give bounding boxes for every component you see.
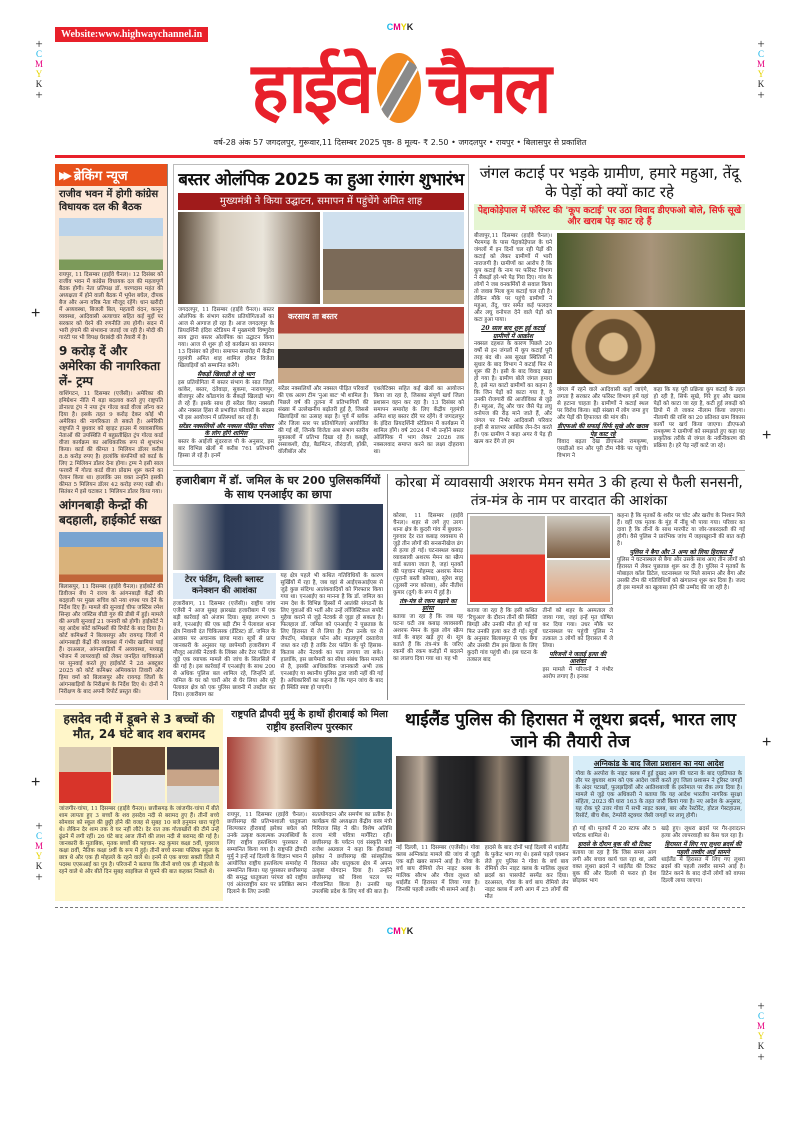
story-body: बिलासपुर, 11 दिसम्बर (हाईवे चैनल)। हाईकोर्ट की डिवीजन बेंच ने राज्य के आंगनबाड़ी केंद्रों की बदहाली पर मुख्य सचिव को नया शपथ पत्र देने के निर्देश दिए हैं। मामले की सुनवाई चीफ जस्टिस रमेश सिन्हा और जस्टिस बीडी गुरु की डीबी में हुई। मामले की अगली सुनवाई 21 जनवरी को होगी। हाईकोर्ट ने यह आदेश कोर्ट कमिश्नरों की रिपोर्ट के बाद दिया है। कोर्ट कमिश्नरों ने बिलासपुर और रायगढ़ जिलों में आंगनबाड़ी केंद्रों की व्यवस्था में गंभीर खामियां पाई हैं। दरअसल, आंगनबाड़ियों में अव्यवस्था, मध्याह्न भोजन में लापरवाही को लेकर जनहित याचिकाओं पर सुनवाई करते हुए हाईकोर्ट ने 28 अक्टूबर 2025 को कोर्ट कमिश्नर अमियकांत तिवारी और हिमा वर्मा को बिलासपुर और रायगढ़ जिलों के आंगनबाड़ियों के निरीक्षण के निर्देश दिए थे। दोनों ने निरीक्षण के बाद अपनी रिपोर्ट प्रस्तुत की। (59, 584, 163, 695)
story-headline[interactable]: 9 करोड़ दें और अमेरिका की नागरिकता लें- ट्रम्प (59, 344, 161, 388)
korba-col4: कहना है कि मृतकों के शरीर पर चोट और खरोंच के निशान मिले हैं। वहीं एक मृतक के मुंह में नींबू भी पाया गया। परिवार का दावा है कि तीनों के साथ मारपीट या जोर-जबरदस्ती की गई होगी। वैसे पुलिस ने प्रारंभिक जांच में जहरखुरानी की बात कही है। पुलिस ने बैगा और 3 अन्य को लिया हिरासत में पुलिस ने घटनास्थल से बैगा और उसके साथ आए तीन लोगों को हिरासत में लेकर पूछताछ शुरू कर दी है। पुलिस ने मृतकों के मोबाइल कॉल डिटेल, घटनास्थल पर मिले सामान और बैगा और उसकी टीम की गतिविधियों को खंगालना शुरू कर दिया है। जल्द ही इस मामले का खुलासा होने की उम्मीद की जा रही है। (617, 512, 745, 592)
highway-road-icon (377, 53, 421, 123)
korba-photos (467, 513, 613, 605)
story-headline[interactable]: बस्तर ओलंपिक 2025 का हुआ रंगारंग शुभारंभ (178, 170, 464, 190)
cmyk-mark-top: CMYK (386, 22, 414, 32)
story-subheading: डीएफओ की सफाई सिर्फ सूखे और खराब पेड़ काट रहे (557, 423, 649, 438)
masthead-left: हाईवे (251, 47, 371, 129)
crosshair-mark: + (762, 734, 772, 751)
highcourt-photo (59, 532, 163, 582)
website-link[interactable]: Website:www.highwaychannel.in (55, 27, 208, 42)
cut-logs-photo (557, 310, 745, 384)
goa-order-body: गोवा के अरपोरा के नाइट क्लब में हुई दुखद आग की घटना के बाद एहतियात के तौर पर बुधवार शाम को एक आदेश जारी करते हुए जिला प्रशासन ने टूरिस्ट जगहों के अंदर पटाखों, फुलझड़ियों और आतिशबाजी के इस्तेमाल पर रोक लगा दिया है। मामले से जुड़े एक अधिकारी ने बताया कि यह आदेश भारतीय नागरिक सुरक्षा संहिता, 2023 की धारा 163 के तहत जारी किया गया है। नए आदेश के अनुसार, यह रोक पूरे उत्तर गोवा में सभी नाइट क्लब, बार और रेस्टोरेंट, होटल गेस्टहाउस, रिसॉर्ट, बीच शैक, टेम्परेरी स्ट्रक्चर जैसी जगहों पर लागू होगी। (575, 771, 742, 819)
story-body: वाशिंगटन, 11 दिसम्बर (एजेंसी)। अमेरिका की इमिग्रेशन नीति में बड़ा बदलाव करते हुए राष्ट्रपति डोनाल्ड ट्रंप ने नया ट्रंप गोल्ड कार्ड वीजा लॉन्च कर दिया है। इसके तहत 9 करोड़ देकर कोई भी अमेरिका की नागरिकता ले सकते है। अमेरिकी राष्ट्रपति ने बुधवार को व्हाइट हाउस में व्यावसायिक नेताओं की उपस्थिति में बहुप्रतीक्षित ट्रंप गोल्ड कार्ड वीजा कार्यक्रम का आधिकारिक रूप से शुभारंभ किया। कार्ड की कीमत 1 मिलियन डॉलर करीब 8.8 करोड़ रुपए है। हालांकि कंपनियों को कार्ड के लिए 2 मिलियन डॉलर देना होगा। ट्रम्प ने इसी साल फरवरी में गोल्ड कार्ड वीजा प्रोग्राम शुरू करने का ऐलान किया था। हालांकि उस वक्त उन्होंने इसकी कीमत 5 मिलियन डॉलर 42 करोड़ रुपए रखी थी। सितंबर में इसे घटाकर 1 मिलियन डॉलर किया गया। (59, 391, 163, 495)
thailand-col1: नई दिल्ली, 11 दिसम्बर (एजेंसी)। गोवा क्लब अग्निकांड मामले की जांच से जुड़ी एक बड़ी खबर सामने आई है। गोवा के बर्च बाय रोमियो लेन नाइट क्लब के मालिक सौरभ और गौरव लूथरा को थाईलैंड में हिरासत में लिया गया है। जिनकी पहली तस्वीर भी सामने आई है। (396, 845, 480, 893)
crosshair-mark: + (762, 427, 772, 444)
story-body: जांजगीर-चांपा, 11 दिसम्बर (हाईवे चैनल)। छत्तीसगढ़ के जांजगीर-चांपा में बीते शाम लापता हुए 3 बच्चों के शव हसदेव नदी से बरामद हुए हैं। तीनों बच्चे सोमवार को स्कूल की छुट्टी होने की वजह से सुबह 10 बजे हनुमान धारा पहुंचे थे। लेकिन देर शाम तक वे घर नहीं लौटे। देर रात तक गोताखोरों की टीमें उन्हें ढूंढने में लगी रहीं। 26 घंटे बाद आज तीनों की लाश नदी से बरामद की गई है। जानकारी के मुताबिक, मृतक बच्चों की पहचान- रुद्र कुमार कक्षा 5वीं, युवराज कक्षा 8वीं, नैतिक कक्षा 9वीं के रूप में हुई। तीनों बच्चे सनबा पब्लिक स्कूल के छात्र थे और एक ही मोहल्ले के रहने वाले थे। इनमें से एक बच्चा सक्ती जिले में पदस्थ एएसआई का पुत्र है। परिजनों ने बताया कि तीनों बच्चे एक ही मोहल्ले के रहने वाले थे और बीते दिन सुबह साइकिल से घूमने की बात कहकर निकले थे। (59, 806, 219, 875)
murmu-story (227, 709, 392, 901)
hazaribagh-col1: टेरर फंडिंग, दिल्ली ब्लास्ट कनेक्शन की आशंका हजारीबाग, 11 दिसम्बर (एजेंसी)। राष्ट्रीय जांच एजेंसी ने आज सुबह झारखंड हजारीबाग में एक बड़ी कार्रवाई को अंजाम दिया। सुबह लगभग 5 बजे, एनआईए की एक बड़ी टीम ने पेलावल थाना क्षेत्र निवासी दंत चिकित्सक (डेंटिस्ट) डॉ. जमिल के आवास पर अचानक छापा मारा। सूत्रों से प्राप्त जानकारी के अनुसार यह छापेमारी हजारीबाग में मौजूद आतंकी नेटवर्क के लिंक्स और टेरर फंडिंग से जुड़े एक व्यापक मामले की जांच के सिलसिले में की गई है। इस कार्रवाई में एनआईए के साथ 200 से अधिक पुलिस बल शामिल रहे, जिन्होंने डॉ. जमिल के घर को चारों ओर से घेर लिया और पूरे पेलावल क्षेत्र को एक पुलिस छावनी में तब्दील कर दिया। हजारीबाग का (173, 574, 276, 698)
nia-raid-photo (173, 504, 383, 570)
story-subheading: सैकड़ों खिलाड़ी ले रहे भाग (197, 371, 255, 378)
story-subheading: पुलिस ने बैगा और 3 अन्य को लिया हिरासत में (629, 548, 733, 556)
murmu-headline[interactable]: राष्ट्रपति द्रौपदी मुर्मु के हाथों हीराबाई को मिला राष्ट्रीय हस्तशिल्प पुरस्कार (231, 709, 388, 733)
masthead-logo (55, 42, 745, 134)
middle-section (173, 470, 745, 700)
korba-col2: बताया जा रहा है कि इसी कथित 'रिचुअल' के दौरान तीनों की स्थिति बिगड़ी और उनकी मौत हो गई या फिर उनकी हत्या कर दी गई। सूत्रों के अनुसार बिलासपुर से एक बैगा और उसकी टीम इस क्रिया के लिए कुदरी गांव पहुंची थी। इस घटना के तत्काल बाद (467, 607, 538, 663)
thailand-col2: हादसे के बाद दोनों भाई दिल्ली से थाईलैंड के फुकेट भाग गए थे। इससे पहले एक्शन लेते हुए पुलिस ने गोवा के बर्च बाय रोमियो लेन नाइट क्लब के मालिक लूथरा ब्रदर्स का पासपोर्ट सस्पेंड कर दिया। दरअसल, गोवा के बर्च बाय रोमियो लेन नाइट क्लब में लगी आग में 25 लोगों की मौत (484, 845, 569, 900)
thailand-headline[interactable]: थाईलैंड पुलिस की हिरासत में लूथरा ब्रदर्स, भारत लाए जाने की तैयारी तेज (404, 710, 736, 752)
jungle-col3: कहा कि यह पूरी प्रक्रिया कूप कटाई के तहत हो रही है, सिर्फ सूखे, गिरे हुए और खराब पेड़ों को काटा जा रहा है, कटी हुई लकड़ी को डिपो में ले जाकर नीलाम किया जाएगा। नीलामी की राशि का 20 प्रतिशत ग्राम विकास कार्यों पर खर्च किया जाएगा। डीएफओ रामकृष्ण ने ग्रामीणों को समझाते हुए कहा यह प्राकृतिक तरीके से जंगल के नवीनीकरण की प्रक्रिया है। हरे पेड़ नहीं काटे जा रहे। (653, 387, 745, 449)
story-subheading: तंत्र-मंत्र से रकम बढ़ाने का झांसा (399, 597, 457, 613)
jungle-story-headline[interactable]: जंगल कटाई पर भड़के ग्रामीण, हमारे महुआ, तेंदू के पेड़ों को क्यों काट रहे (479, 164, 740, 201)
stage-banner-text: करसाय ता बस्तर (288, 312, 338, 321)
bastar-olympic-story (173, 164, 469, 466)
bastar-col2: सरेंडर नक्सलियों और नक्सल पीड़ित परिवारों की एक अलग टीम 'नुआ बाट' भी शामिल है। पिछले वर्ष की तुलना में प्रतिभागियों की संख्या में उल्लेखनीय बढ़ोतरी हुई है, जिससे खिलाड़ियों का उत्साह बढ़ा है। पूर्व में ब्लॉक और जिला स्तर पर प्रतियोगिताएं आयोजित की गई थीं, जिनके विजेता अब संभाग स्तरीय मुकाबलों में प्रतिभा दिखा रहे हैं। कबड्डी, रस्साकशी, दौड़, बैडमिंटन, तीरंदाजी, हॉकी, वॉलीबॉल और (278, 386, 369, 455)
crosshair-mark: + (31, 774, 41, 791)
header-rule (55, 155, 745, 158)
story-headline[interactable]: हसदेव नदी में डूबने से 3 बच्चों की मौत, 24 घंटे बाद शव बरामद (63, 712, 215, 741)
thailand-story (396, 709, 745, 901)
jungle-story-subhead: पेद्दाकोड़ेपाल में फॉरेस्ट की 'कूप कटाई' पर उठा विवाद डीएफओ बोले, सिर्फ सूखे और खराब पेड़ काट रहे हैं (474, 204, 745, 230)
korba-col1: कोरबा, 11 दिसम्बर (हाईवे चैनल)। शहर से लगे हुए उरगा थाना क्षेत्र के कुदरी गांव में बुधवार-गुरुवार देर रात कबाड़ व्यवसाय से जुड़े तीन लोगों की सनसनीखेज ढंग से हत्या हो गई। घटनास्थल कबाड़ व्यावसायी अशरफ मेमन का स्क्रैप यार्ड बताया जाता है, जहां मृतकों की पहचान मोहम्मद अशरफ मेमन (पुरानी बस्ती कोरबा), सुरेश साहू (तुलसी नगर कोरबा), और नीतीश कुमार (दुर्ग) के रूप में हुई है। तंत्र-मंत्र से रकम बढ़ाने का झांसा बताया जा रहा है कि जब यह घटना घटी तब कबाड़ व्यावसायी अशरफ मेमन के कुछ लोग स्क्रैप यार्ड के बाहर खड़े हुए थे। सूत्र बताते हैं कि तंत्र-मंत्र के जरिए रकमों की रकम करोड़ों में बदलने का लालच दिया गया था। यह भी (393, 512, 463, 662)
child-photo (167, 747, 219, 803)
hazaribagh-headline[interactable]: हजारीबाग में डॉ. जमिल के घर 200 पुलिसकर्मियों के साथ एनआईए का छापा (175, 473, 381, 501)
murmu-col1: रायपुर, 11 दिसम्बर (हाईवे चैनल)। छत्तीसगढ़ की प्रतिभाशाली धातुकला शिल्पकार हीराबाई झरेका बघेल को उनके उत्कृष्ट कलात्मक उपलब्धियों के लिए राष्ट्रीय हस्तशिल्प पुरस्कार से सम्मानित किया गया है। राष्ट्रपति द्रौपदी मुर्मु ने इन्हें नई दिल्ली के विज्ञान भवन में आयोजित राष्ट्रीय हस्तशिल्प समारोह में सम्मानित किया। यह पुरस्कार छत्तीसगढ़ की समृद्ध धातुकला परंपरा को राष्ट्रीय एवं अंतरराष्ट्रीय स्तर पर प्रतिष्ठित स्थान दिलाने के लिए उनकी (227, 812, 307, 895)
rajiv-bhawan-photo (59, 218, 163, 270)
olympic-stage-photo (278, 307, 464, 383)
thailand-col3: हो गई थी। मृतकों में 20 स्टाफ और 5 पर्यटक शामिल थे। हादसे के दौरान बुक की थी टिकट बताया जा रहा है कि जिस समय आग लगी और बचाव कार्य चल रहा था, उसी वक्त लूथरा ब्रदर्स ने थाईलैंड की टिकट बुक की और दिल्ली से फरार हो देश छोड़कर भाग (572, 826, 657, 884)
korba-col3: तीनों को शहर के अस्पताल ले जाया गया, जहां इन्हें मृत घोषित कर दिया गया। उधर मौके पर घटनास्थल पर पहुंची पुलिस ने तत्काल 3 लोगों को हिरासत में ले लिया। परिजनों ने जताई हत्या की आशंका इस मामले में परिजनों ने गंभीर आरोप लगाए हैं। इनका (542, 607, 613, 680)
top-section (55, 164, 745, 700)
goa-order-box (573, 756, 746, 823)
korba-headline[interactable]: कोरबा में व्यावसायी अशरफ मेमन समेत 3 की हत्या से फैली सनसनी, तंत्र-मंत्र के नाम पर वारदात की आशंका (395, 474, 743, 509)
award-ceremony-photo (227, 737, 392, 809)
masthead-right: चैनल (426, 47, 549, 129)
registration-mark-right-bottom: + C M Y K + (756, 998, 765, 1064)
bottom-section (55, 709, 745, 901)
breaking-news-header (55, 164, 167, 186)
jungle-col1: बीजापुर,11 दिसम्बर (हाईवे चैनल)। भैरमगढ़ के पास पेद्दाकोड़ेपाल के घने जंगलों में इन दिनों चल रही पेड़ों की कटाई को लेकर ग्रामीणों में भारी नाराजगी है। ग्रामीणों का आरोप है कि कूप कटाई के नाम पर फॉरेस्ट विभाग ने सैकड़ों हरे-भरे पेड़ गिरा दिए। गांव के लोगों ने जब वनकर्मियों से सवाल किया तो जवाब मिला कूप कटाई चल रही है। लेकिन मौके पर पहुंचे ग्रामीणों ने महुआ, तेंदू, चार समेत कई फलदार और लघु वनोपज देने वाले पेड़ों को कटा हुआ पाया। 20 साल बाद शुरू हुई कटाई ग्रामीणों में आक्रोश नक्सल दहशत के कारण पिछले 20 वर्षों से इन जंगलों में कूप कटाई पूरी तरह बंद थी। अब सुरक्षा स्थितियों में सुधार के बाद विभाग ने कटाई फिर से शुरू की है। इसी के बाद विवाद खड़ा हो गया है। ग्रामीण बोले जंगल हमारा है, इसे मत काटो ग्रामीणों का कहना है कि जिन पेड़ों को काटा गया है, वे उनकी रोजगारी की आजीविका से जुड़े हैं। महुआ, तेंदू और चार जैसे पेड़ लघु वनोपज की रीढ़ माने जाते हैं, और जंगल पर निर्भर आदिवासी परिवार इन्हीं से सालभर आर्थिक लेन-देन करते हैं। एक ग्रामीण ने कहा अगर ये पेड़ ही खत्म कर देंगे तो हम (474, 233, 552, 445)
villagers-photo (557, 233, 745, 307)
crosshair-mark: + (31, 305, 41, 322)
murmu-col2: सतत्योगदान और समर्पण का प्रतीक है। कार्यक्रम की अध्यक्षता केंद्रीय वस्त्र मंत्री गिरिराज सिंह ने की। विशेष अतिथि राज्य मंत्री पवित्रा मार्गेरिटा रहीं। छत्तीसगढ़ के पर्यटन एवं संस्कृति मंत्री राजेश अग्रवाल ने कहा कि हीराबाई झरेका ने छत्तीसगढ़ की सांस्कृतिक विरासत और धातुकला क्षेत्र में अपना उत्कृष्ट योगदान दिया है। उन्होंने छत्तीसगढ़ को विश्व पटल पर गौरवान्वित किया है। उनकी यह उपलब्धि प्रदेश के लिए गर्व की बात है। (312, 812, 392, 895)
child-photo (113, 747, 165, 803)
cm-welcome-photo (178, 212, 320, 304)
airport-welcome-photo (323, 212, 465, 304)
korba-story (393, 474, 745, 700)
hazaribagh-story (173, 474, 388, 700)
breaking-news-label: ब्रेकिंग न्यूज (73, 169, 128, 184)
story-headline[interactable]: राजीव भवन में होगी कांग्रेस विधायक दल की बैठक (59, 189, 159, 213)
story-headline[interactable]: आंगनबाड़ी केन्द्रों की बदहाली, हाईकोर्ट सख्त (59, 498, 162, 527)
story-subheading: हादसे के दौरान बुक की थी टिकट (577, 841, 651, 848)
registration-mark-left: + C M Y K + (34, 36, 43, 102)
footer-dashed-rule (55, 907, 745, 908)
story-subhead: टेरर फंडिंग, दिल्ली ब्लास्ट कनेक्शन की आशंका (173, 573, 276, 599)
luthra-brothers-photo (396, 756, 569, 842)
child-photo (59, 747, 111, 803)
hasdev-story (55, 709, 223, 901)
registration-mark-right: + C M Y K + (756, 36, 765, 102)
jungle-col2: जंगल में रहने वाले आदिवासी कहाँ जाएंगे, लगता है सरकार और फॉरेस्ट विभाग हमें यहां से हटाना चाहता है। ग्रामीणों ने कटाई स्थल पर विरोध किया। बड़ी संख्या में लोग जमा हुए और पेड़ों की हिफाजत की मांग की। डीएफओ की सफाई सिर्फ सूखे और खराब पेड़ काट रहे विवाद बढ़ता देख डीएफओ रामकृष्ण, एसडीओ वन और पूरी टीम मौके पर पहुंची। विभाग ने (557, 387, 649, 459)
dateline: वर्ष-28 अंक 57 जगदलपुर, गुरूवार,11 दिसम्बर 2025 पृष्ठ- 8 मूल्य- ₹ 2.50 • जगदलपुर • रायपुर • बिलासपुर से प्रकाशित (213, 138, 587, 147)
victim-photo (547, 516, 610, 558)
thailand-col4: खड़े हुए। लूथरा ब्रदर्स पर गैर-इरादतन हत्या और लापरवाही का केस चल रहा है। हिरासत में लिए गए लूथरा ब्रदर्स की पहली तस्वीर आई सामने थाईलैंड में हिरासत में लिए गए लूथरा ब्रदर्स की पहली तस्वीर सामने आई है। डिटेन करने के बाद दोनों लोगों को वापस दिल्ली लाया जाएगा। (661, 826, 745, 884)
goa-order-headline: अग्निकांड के बाद जिला प्रशासन का नया आदेश (593, 759, 724, 768)
cmyk-mark-bottom: CMYK (386, 926, 414, 936)
victim-photo (470, 516, 545, 602)
story-body: रायपुर, 11 दिसम्बर (हाईवे चैनल)। 12 दिसंबर को राजीव भवन में कांग्रेस विधायक दल की महत्वपूर्ण बैठक होगी। नेता प्रतिपक्ष डॉ. चरणदास महंत की अध्यक्षता में होने वाली बैठक में भूपेश बघेल, दीपक बैज और अन्य वरिष्ठ नेता मौजूद रहेंगे। धान खरीदी में अव्यवस्था, बिजली बिल, महतारी वंदन, कानून व्यवस्था, आदिवासी अत्याचार सहित कई मुद्दों पर सरकार को घेरने की रणनीति तय होगी। सदन में भारी हंगामे की संभावना जताई जा रही है। मोदी की गारंटी पर भी विपक्ष घेराबंदी की तैयारी में है। (59, 272, 163, 341)
story-subhead: मुख्यमंत्री ने किया उद्घाटन, समापन में पहुंचेंगे अमित शाह (178, 193, 464, 210)
story-subheading: 20 साल बाद शुरू हुई कटाई ग्रामीणों में आक्रोश (481, 325, 545, 340)
newspaper-page (55, 22, 745, 908)
registration-mark-left-bottom: + C M Y K + (34, 818, 43, 884)
story-subheading: परिजनों ने जताई हत्या की आशंका (549, 650, 607, 666)
bastar-col1: जगदलपुर, 11 दिसम्बर (हाईवे चैनल)। बस्तर ओलंपिक के संभाग स्तरीय प्रतियोगिताओं का आज से आगाज हो रहा है। आज जगदलपुर के प्रियदर्शिनी इंदिरा स्टेडियम में मुख्यमंत्री विष्णुदेव साय द्वारा बस्तर ओलंपिक का उद्घाटन किया गया। आज से शुरू हो रहे कार्यक्रम का समापन 13 दिसंबर को होगा। समापन समारोह में केंद्रीय गृहमंत्री अमित शाह शामिल होकर विजेता खिलाड़ियों को सम्मानित करेंगे। सैकड़ों खिलाड़ी ले रहे भाग इस प्रतियोगिता में बस्तर संभाग के सात जिलों कांकेर, बस्तर, दंतेवाड़ा, सुकमा, नारायणपुर, बीजापुर और कोंडागांव के सैकड़ों खिलाड़ी भाग ले रहे हैं। इसके साथ ही सरेंडर किए नक्सली और नक्सल हिंसा से प्रभावित परिवारों के सदस्य भी इस आयोजन में प्रतिस्पर्धा कर रहे हैं। सरेंडर नक्सलियों और नक्सल पीड़ित परिवार के लोग होंगे शामिल बस्तर के आईजी सुंदरराज पी के अनुसार, इस बार विभिन्न खेलों में करीब 761 प्रतिभागी हिस्सा ले रहे हैं। इनमें (178, 307, 274, 459)
jungle-story (474, 164, 745, 466)
victim-photo (547, 560, 610, 602)
double-chevron-icon: ▶▶ (59, 168, 68, 182)
story-subheading: हिरासत में लिए गए लूथरा ब्रदर्स की पहली तस्वीर आई सामने (664, 841, 742, 856)
section-divider (55, 704, 745, 705)
story-subheading: सरेंडर नक्सलियों और नक्सल पीड़ित परिवार के लोग होंगे शामिल (178, 422, 274, 437)
hazaribagh-col2: यह क्षेत्र पहले भी कथित गतिविधियों के कारण सुर्खियों में रहा है, जब वहां से आईएसआईएस से जुड़े कुछ संदिग्ध आतंकवादियों को गिरफ्तार किया गया था। एनआईए का मानना है कि डॉ. जमिल का नाम देश के विभिन्न हिस्सों में आतंकी संगठनों के लिए युवाओं की भर्ती और उन्हें लॉजिस्टिकल सपोर्ट मुहैया कराने से जुड़े नेटवर्क से जुड़ा हो सकता है। फिलहाल डॉ. जमिल को एनआईए ने पूछताछ के लिए हिरासत में ले लिया है। टीम उनके घर से लैपटॉप, मोबाइल फोन और महत्वपूर्ण दस्तावेज जब्त कर रही है ताकि टेरर फंडिंग के पूरे हिसाब-किताब और नेटवर्क का पता लगाया जा सके। हालांकि, इस छापेमारी का सीधा संबंध किस मामले से है, इसकी आधिकारिक जानकारी अभी तक एनआईए या स्थानीय पुलिस द्वारा जारी नहीं की गई है। अधिकारियों का कहना है कि गहन जांच के बाद ही स्थिति स्पष्ट हो पाएगी। (280, 572, 383, 691)
bastar-col3: एथलेटिक्स सहित कई खेलों का आयोजन किया जा रहा है, जिसका संपूर्ण खर्च जिला प्रशासन वहन कर रहा है। 13 दिसंबर को समापन समारोह के लिए केंद्रीय गृहमंत्री अमित शाह बस्तर दौरे पर रहेंगे। वे जगदलपुर के इंदिरा प्रियदर्शिनी स्टेडियम में कार्यक्रम में शामिल होंगे। वर्ष 2024 में भी उन्होंने बस्तर ओलिंपिक में भाग लेकर 2026 तक नक्सलवाद समाप्त करने का लक्ष्य दोहराया था। (373, 386, 464, 455)
breaking-news-column (55, 164, 168, 700)
